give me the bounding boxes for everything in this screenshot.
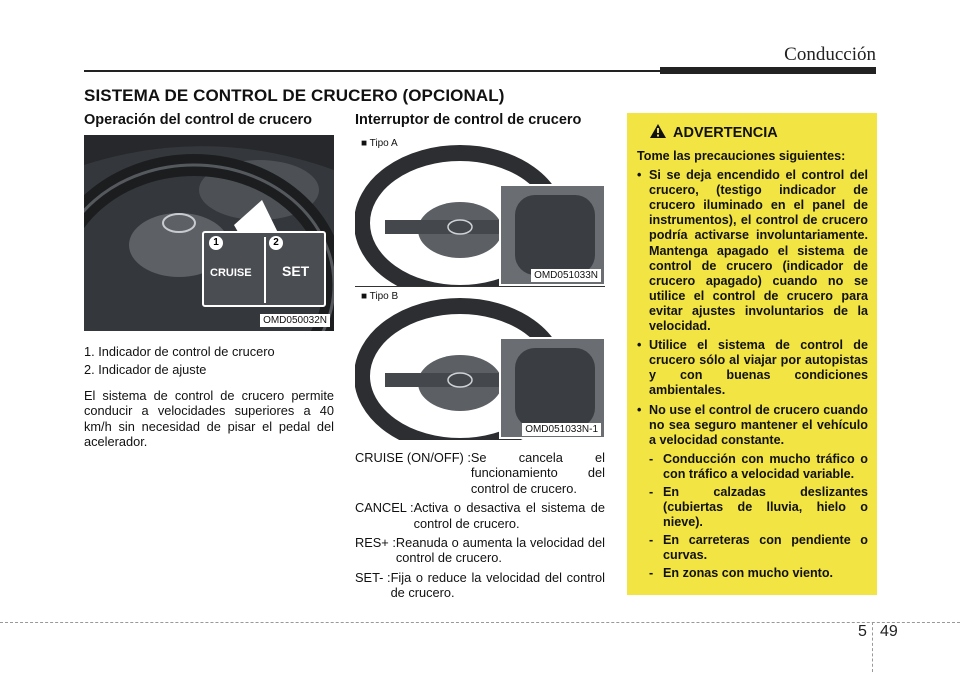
definition-res (355, 535, 605, 566)
tipo-b-label: ■ Tipo B (361, 291, 399, 302)
definition-cancel (355, 500, 605, 531)
list-item: • Utilice el sistema de control de crucero sólo al viajar por autopistas y con buenas condiciones ambientales. (637, 338, 868, 398)
switch-photo-b (355, 288, 605, 440)
header-title: Conducción (784, 44, 876, 65)
header-rule-accent (660, 67, 876, 74)
cruise-button-label: CRUISE (210, 267, 252, 279)
set-button-label: SET (282, 263, 310, 279)
warning-intro: Tome las precauciones siguientes: (637, 149, 846, 163)
page-number: 49 (880, 623, 898, 640)
warning-title: ADVERTENCIA (673, 125, 778, 141)
definition-value: Se cancela el funcionamiento del control de crucero. (470, 450, 605, 496)
list-item: • Si se deja encendido el control del crucero, (testigo indicador de crucero iluminado en el panel de instrumentos), el control de crucero podría activarse involuntariamente. Mantenga apagado el sistema de control de crucero (indicador de crucero apagado) cuando no se utilice el control de crucero para evitar ajustes involuntarios de la velocidad. (637, 168, 868, 334)
photo-label: OMD050032N (260, 314, 330, 327)
definition-value: Activa o desactiva el sistema de control de crucero. (413, 500, 605, 531)
definition-key: CANCEL : (355, 500, 414, 516)
callout-1: 1 (209, 236, 223, 250)
switch-photo-a (355, 135, 605, 287)
list-item: - En carreteras con pendiente o curvas. (649, 533, 868, 563)
list-item: - Conducción con mucho tráfico o con tráfico a velocidad variable. (649, 451, 868, 481)
footer-rule (0, 622, 960, 623)
list-item: • No use el control de crucero cuando no sea seguro mantener el vehículo a velocidad constante. (637, 402, 868, 447)
warning-header (637, 123, 868, 143)
warning-subitem: En zonas con mucho viento. (663, 566, 834, 581)
divider (264, 237, 266, 303)
warning-bullet: Utilice el sistema de control de crucero sólo al viajar por autopistas y con buenas condiciones ambientales. (649, 338, 868, 398)
tipo-a-label: ■ Tipo A (361, 138, 398, 149)
header-rule (84, 70, 664, 72)
steering-wheel-a-illustration (355, 135, 605, 287)
photo-b-label: OMD051033N-1 (522, 423, 601, 436)
footer-divider (872, 622, 873, 672)
warning-subitem: En carreteras con pendiente o curvas. (663, 533, 868, 563)
warning-subitem: En calzadas deslizantes (cubiertas de lluvia, hielo o nieve). (663, 484, 868, 530)
list-item: - En zonas con mucho viento. (637, 566, 868, 581)
intro-paragraph: El sistema de control de crucero permite conducir a velocidades superiores a 40 km/h sin necesidad de pisar el pedal del acelerador. (84, 387, 334, 450)
definition-key: SET- : (355, 569, 391, 585)
warning-box (627, 113, 877, 595)
warning-bullet: No use el control de crucero cuando no sea seguro mantener el vehículo a velocidad constante. (649, 402, 868, 447)
chapter-number: 5 (858, 623, 867, 640)
left-heading: Operación del control de crucero (84, 112, 313, 128)
photo-a-label: OMD051033N (531, 269, 601, 282)
definition-cruise (355, 450, 605, 496)
switch-closeup (202, 231, 326, 307)
definition-value: Reanuda o aumenta la velocidad del control de crucero. (395, 535, 605, 566)
middle-heading: Interruptor de control de crucero (355, 112, 582, 128)
list-item: - En calzadas deslizantes (cubiertas de lluvia, hielo o nieve). (649, 484, 868, 530)
warning-subitem: Conducción con mucho tráfico o con tráfico a velocidad variable. (663, 451, 868, 481)
definition-set (355, 570, 605, 601)
warning-bullet: Si se deja encendido el control del crucero, (testigo indicador de crucero iluminado en el panel de instrumentos), el control de crucero podría activarse involuntariamente. Mantenga apagado el sistema de control de crucero (indicador de crucero apagado) cuando no se utilice el control de crucero para evitar ajustes involuntarios de la velocidad. (649, 168, 868, 334)
list-item-1: 1. Indicador de control de crucero (84, 344, 275, 359)
warning-triangle-icon (649, 123, 667, 143)
callout-2: 2 (269, 236, 283, 250)
section-title: SISTEMA DE CONTROL DE CRUCERO (OPCIONAL) (84, 86, 505, 105)
definition-value: Fija o reduce la velocidad del control de crucero. (390, 569, 605, 601)
dashboard-photo (84, 135, 334, 331)
list-item-2: 2. Indicador de ajuste (84, 362, 207, 378)
definition-key: CRUISE (ON/OFF) : (355, 450, 471, 465)
steering-wheel-b-illustration (355, 288, 605, 440)
definition-key: RES+ : (355, 535, 396, 551)
